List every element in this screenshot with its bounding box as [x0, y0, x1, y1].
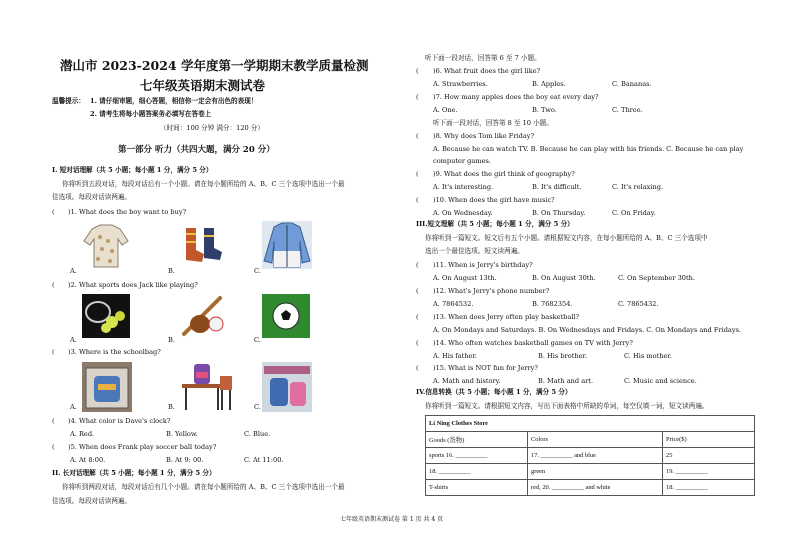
q14-option-c: C. His mother.: [624, 352, 672, 360]
section4-title: IV.信息转换（共 5 小题；每小题 1 分，满分 5 分）: [416, 388, 572, 396]
answer-paren[interactable]: (: [52, 281, 55, 289]
table-header-row: [426, 432, 755, 448]
q12-option-b: B. 7682354.: [532, 300, 573, 308]
answer-paren[interactable]: (: [416, 261, 419, 269]
exam-time: （时间：100 分钟 满分：120 分）: [160, 124, 264, 132]
option-a-label: A.: [70, 403, 77, 411]
section1-instr-2: 佳选项。每段对话读两遍。: [52, 193, 132, 201]
table-header: Colors: [528, 432, 663, 448]
tennis-image: [82, 294, 130, 338]
answer-paren[interactable]: (: [416, 170, 419, 178]
q5-option-b: B. At 9: 00.: [166, 456, 204, 464]
option-b-label: B.: [168, 403, 175, 411]
socks-image: [180, 226, 226, 264]
question-1: )1. What does the boy want to buy?: [68, 208, 187, 216]
question-5: )5. When does Frank play soccer ball today?: [68, 443, 217, 451]
q14-option-a: A. His father.: [433, 352, 477, 360]
q9-option-a: A. It's interesting.: [433, 183, 494, 191]
answer-paren[interactable]: (: [416, 132, 419, 140]
table-cell-blank[interactable]: sports 16. __________: [426, 448, 528, 464]
question-11: )11. When is Jerry's birthday?: [433, 261, 533, 269]
q12-option-c: C. 7865432.: [618, 300, 659, 308]
section1-instr-1: 你将听到五段对话，每段对话后有一个小题。请在每小题所给的 A、B、C 三个选项中选出一个最: [62, 180, 345, 188]
answer-paren[interactable]: (: [52, 443, 55, 451]
question-4: )4. What color is Dave's clock?: [68, 417, 171, 425]
table-cell-blank[interactable]: 17. __________ and blue: [528, 448, 663, 464]
q4-option-a: A. Red.: [70, 430, 95, 438]
q14-option-b: B. His brother.: [538, 352, 588, 360]
section2-title: II. 长对话理解（共 5 小题；每小题 1 分，满分 5 分）: [52, 469, 216, 477]
table-row: [426, 480, 755, 496]
q5-option-c: C. At 11:00.: [244, 456, 284, 464]
answer-paren[interactable]: (: [416, 364, 419, 372]
q13-options: A. On Mondays and Saturdays. B. On Wednesdays and Fridays. C. On Mondays and Fridays.: [433, 326, 742, 334]
baseball-image: [180, 294, 230, 338]
table-cell-blank[interactable]: 18. __________: [426, 464, 528, 480]
q5-option-a: A. At 8:00.: [70, 456, 106, 464]
q10-option-b: B. On Thursday.: [532, 209, 586, 217]
question-9: )9. What does the girl think of geography?: [433, 170, 575, 178]
sweater-image: [82, 221, 130, 269]
table-cell-blank[interactable]: 18. __________: [663, 480, 755, 496]
table-cell: T-shirts: [426, 480, 528, 496]
page-footer: 七年级英语期末测试卷 第 1 页 共 4 页: [340, 516, 444, 523]
tip-1: 1. 请仔细审题，细心答题，相信你一定会有出色的表现！: [90, 97, 258, 105]
q6-option-c: C. Bananas.: [612, 80, 652, 88]
q9-option-b: B. It's difficult.: [532, 183, 582, 191]
conversation-2-intro: 听下面一段对话，回答第 8 至 10 小题。: [433, 119, 553, 127]
q10-option-a: A. On Wednesday.: [433, 209, 493, 217]
section3-title: III.短文理解（共 5 小题；每小题 1 分，满分 5 分）: [416, 220, 574, 228]
section3-instr-2: 选出一个最佳选项。短文读两遍。: [425, 247, 524, 255]
answer-paren[interactable]: (: [416, 67, 419, 75]
q8-options-line-2: computer games.: [433, 157, 491, 165]
option-b-label: B.: [168, 267, 175, 275]
q15-option-c: C. Music and science.: [624, 377, 697, 385]
section3-instr-1: 你将听到一篇短文。短文后有五个小题。请根据短文内容，在每小题所给的 A、B、C 三个选项中: [425, 234, 708, 242]
q11-option-b: B. On August 30th.: [532, 274, 596, 282]
tip-2: 2. 请考生将每小题答案务必填写在答卷上: [90, 110, 212, 118]
q11-option-c: C. On September 30th.: [618, 274, 695, 282]
question-3: )3. Where is the schoolbag?: [68, 348, 161, 356]
q7-option-b: B. Two.: [532, 106, 557, 114]
q11-option-a: A. On August 13th.: [433, 274, 497, 282]
option-a-label: A.: [70, 267, 77, 275]
question-12: )12. What's Jerry's phone number?: [433, 287, 550, 295]
jacket-image: [262, 221, 312, 269]
answer-paren[interactable]: (: [416, 339, 419, 347]
question-10: )10. When does the girl have music?: [433, 196, 555, 204]
option-c-label: C.: [254, 267, 261, 275]
q12-option-a: A. 7864532.: [433, 300, 474, 308]
q7-option-c: C. Three.: [612, 106, 643, 114]
answer-paren[interactable]: (: [416, 313, 419, 321]
exam-title: 潜山市 2023-2024 学年度第一学期期末教学质量检测: [60, 58, 369, 73]
answer-paren[interactable]: (: [416, 93, 419, 101]
table-cell-blank[interactable]: 19. __________: [663, 464, 755, 480]
conversation-1-intro: 听下面一段对话，回答第 6 至 7 小题。: [425, 54, 541, 62]
table-cell: green: [528, 464, 663, 480]
question-14: )14. Who often watches basketball games on TV with Jerry?: [433, 339, 633, 347]
q15-option-b: B. Math and art.: [538, 377, 594, 385]
question-2: )2. What sports does Jack like playing?: [68, 281, 198, 289]
section4-instr: 你将听到一篇短文。请根据短文内容，写出下面表格中所缺的单词，每空仅填一词，短文读两遍。: [425, 402, 709, 410]
answer-paren[interactable]: (: [416, 196, 419, 204]
q9-option-c: C. It's relaxing.: [612, 183, 664, 191]
q6-option-a: A. Strawberries.: [433, 80, 488, 88]
schoolbag-in-drawer-image: [82, 362, 132, 412]
section2-instr-2: 佳选项。每段对话读两遍。: [52, 497, 132, 505]
answer-paren[interactable]: (: [52, 417, 55, 425]
answer-paren[interactable]: (: [416, 287, 419, 295]
q15-option-a: A. Math and history.: [433, 377, 501, 385]
option-c-label: C.: [254, 403, 261, 411]
q10-option-c: C. On Friday.: [612, 209, 656, 217]
question-8: )8. Why does Tom like Friday?: [433, 132, 535, 140]
table-cell-blank[interactable]: red, 20. __________ and white: [528, 480, 663, 496]
schoolbag-under-desk-image: [262, 362, 312, 412]
option-b-label: B.: [168, 336, 175, 344]
soccer-image: [262, 294, 310, 338]
exam-subtitle: 七年级英语期末测试卷: [140, 78, 266, 93]
section2-instr-1: 你将听到两段对话，每段对话后有几个小题。请在每小题所给的 A、B、C 三个选项中选出一个最: [62, 483, 345, 491]
question-15: )15. What is NOT fun for Jerry?: [433, 364, 538, 372]
table-header: Price($): [663, 432, 755, 448]
table-cell: 25: [663, 448, 755, 464]
option-a-label: A.: [70, 336, 77, 344]
table-row: [426, 464, 755, 480]
question-7: )7. How many apples does the boy eat every day?: [433, 93, 599, 101]
question-6: )6. What fruit does the girl like?: [433, 67, 541, 75]
option-c-label: C.: [254, 336, 261, 344]
part1-heading: 第一部分 听力（共四大题，满分 20 分）: [118, 145, 275, 155]
table-row: [426, 448, 755, 464]
answer-paren[interactable]: (: [52, 348, 55, 356]
q8-options-line-1: A. Because he can watch TV. B. Because he can play with his friends. C. Because he can play: [433, 145, 744, 153]
section1-title: I. 短对话理解（共 5 小题；每小题 1 分，满分 5 分）: [52, 166, 213, 174]
q4-option-b: B. Yellow.: [166, 430, 198, 438]
answer-paren[interactable]: (: [52, 208, 55, 216]
tip-label: 温馨提示：: [52, 97, 85, 105]
question-13: )13. When does Jerry often play basketball?: [433, 313, 580, 321]
q4-option-c: C. Blue.: [244, 430, 271, 438]
table-header: Goods (货物): [426, 432, 528, 448]
table-title: Li Ning Clothes Store: [426, 416, 755, 432]
q7-option-a: A. One.: [433, 106, 458, 114]
clothes-store-table: [425, 415, 755, 496]
schoolbag-on-desk-image: [180, 360, 236, 412]
q6-option-b: B. Apples.: [532, 80, 566, 88]
